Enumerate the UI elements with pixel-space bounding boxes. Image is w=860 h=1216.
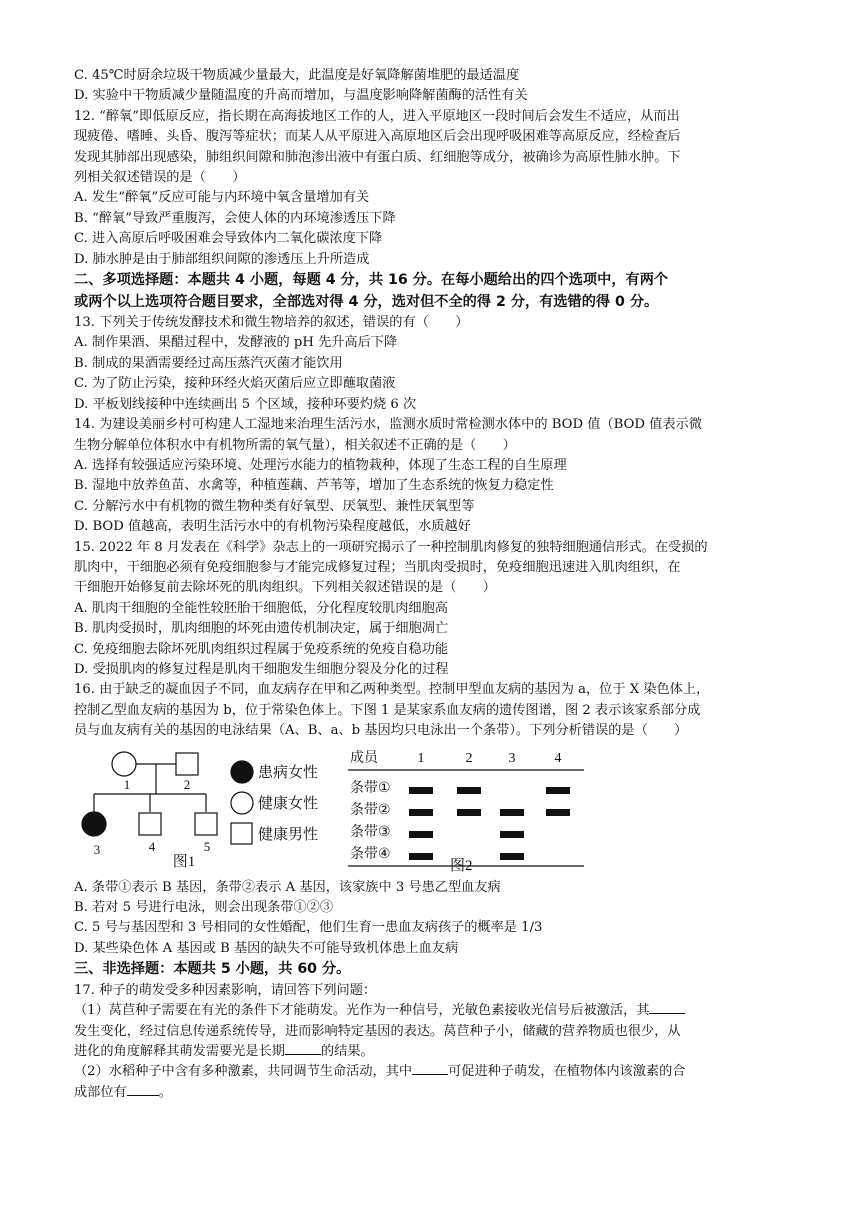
pedigree-figure bbox=[74, 748, 344, 874]
q16-option-b: B. 若对 5 号进行电泳，则会出现条带①②③ bbox=[74, 900, 334, 915]
gel-band bbox=[457, 787, 481, 794]
pedigree-number: 4 bbox=[148, 838, 156, 854]
q17-text: （2）水稻种子中含有多种激素，共同调节生命活动，其中 bbox=[74, 1064, 413, 1080]
pedigree-number: 2 bbox=[183, 776, 191, 792]
q13-stem: 13. 下列关于传统发酵技术和微生物培养的叙述，错误的有（ ） bbox=[74, 315, 469, 331]
q17-text: 进化的角度解释其萌发需要光是长期 bbox=[74, 1043, 285, 1059]
q12-stem-line: 12. “醉氧”即低原反应，指长期在高海拔地区工作的人，进入平原地区一段时间后会发生不适应，从而出 bbox=[74, 108, 680, 124]
q16-figures bbox=[74, 748, 790, 874]
pedigree-member-2-healthy-male bbox=[176, 753, 198, 775]
q14-stem-line: 14. 为建设美丽乡村可构建人工湿地来治理生活污水，监测水质时常检测水体中的 BOD 值（BOD 值表示微 bbox=[74, 417, 702, 433]
gel-band bbox=[500, 809, 524, 816]
gel-band bbox=[457, 809, 481, 816]
gel-band bbox=[500, 853, 524, 860]
q16-stem-line: 员与血友病有关的基因的电泳结果（A、B、a、b 基因均只电泳出一个条带）。下列分析错误的是（ ） bbox=[74, 723, 688, 739]
pedigree-number: 3 bbox=[93, 841, 101, 857]
q14-option-b: B. 湿地中放养鱼苗、水禽等，种植莲藕、芦苇等，增加了生态系统的恢复力稳定性 bbox=[74, 478, 554, 494]
member-label: 3 bbox=[508, 750, 516, 766]
section-3-heading: 三、非选择题：本题共 5 小题，共 60 分。 bbox=[74, 961, 351, 978]
legend-healthy-male-symbol bbox=[231, 823, 252, 844]
pedigree-member-5-healthy-male bbox=[195, 813, 217, 835]
band-label: 条带① bbox=[350, 779, 391, 796]
q12-stem-line: 现疲倦、嗜睡、头昏、腹泻等症状；而某人从平原进入高原地区后会出现呼吸困难等高原反应，经检查后 bbox=[74, 129, 681, 145]
gel-band bbox=[546, 787, 570, 794]
member-label: 4 bbox=[554, 750, 562, 766]
pedigree-member-4-healthy-male bbox=[139, 813, 161, 835]
section-2-heading: 或两个以上选项符合题目要求，全部选对得 4 分，选对但不全的得 2 分，有选错的得 0 分。 bbox=[74, 293, 659, 310]
q16-option-c: C. 5 号与基因型和 3 号相同的女性婚配，他们生育一患血友病孩子的概率是 1/3 bbox=[74, 920, 543, 936]
gel-band bbox=[409, 809, 433, 816]
q17-text: 。 bbox=[158, 1084, 172, 1100]
q17-text: 的结果。 bbox=[321, 1043, 374, 1059]
exam-page bbox=[74, 66, 790, 1103]
q15-option-d: D. 受损肌肉的修复过程是肌肉干细胞发生细胞分裂及分化的过程 bbox=[74, 661, 449, 677]
q14-option-d: D. BOD 值越高，表明生活污水中的有机物污染程度越低，水质越好 bbox=[74, 519, 471, 535]
q15-option-a: A. 肌肉干细胞的全能性较胚胎干细胞低，分化程度较肌肉细胞高 bbox=[74, 600, 448, 616]
q11-option-c: C. 45℃时厨余垃圾干物质减少量最大，此温度是好氧降解菌堆肥的最适温度 bbox=[74, 68, 520, 83]
gel-band bbox=[546, 809, 570, 816]
answer-blank[interactable] bbox=[127, 1095, 159, 1096]
pedigree-member-3-affected-female bbox=[82, 812, 106, 836]
q12-option-d: D. 肺水肿是由于肺部组织间隙的渗透压上升所造成 bbox=[74, 251, 370, 267]
q17-part-2-line bbox=[74, 1062, 790, 1082]
q17-part-2-line bbox=[74, 1083, 790, 1103]
legend-healthy-male-label: 健康男性 bbox=[258, 824, 319, 843]
q17-text: （1）莴苣种子需要在有光的条件下才能萌发。光作为一种信号，光敏色素接收光信号后被激活，其 bbox=[74, 1003, 650, 1019]
answer-blank[interactable] bbox=[285, 1054, 321, 1055]
legend-healthy-female-symbol bbox=[231, 792, 253, 814]
q15-stem-line: 15. 2022 年 8 月发表在《科学》杂志上的一项研究揭示了一种控制肌肉修复的独特细胞通信形式。在受损的 bbox=[74, 539, 708, 555]
gel-band bbox=[409, 853, 433, 860]
legend-affected-female-symbol bbox=[231, 761, 253, 783]
q13-option-c: C. 为了防止污染，接种环经火焰灭菌后应立即蘸取菌液 bbox=[74, 376, 396, 392]
q12-option-b: B. “醉氧”导致严重腹泻，会使人体的内环境渗透压下降 bbox=[74, 210, 396, 226]
member-label: 2 bbox=[465, 750, 473, 766]
q13-option-b: B. 制成的果酒需要经过高压蒸汽灭菌才能饮用 bbox=[74, 355, 343, 371]
q16-stem-line: 16. 由于缺乏的凝血因子不同，血友病存在甲和乙两种类型。控制甲型血友病的基因为 a，位于 X 染色体上， bbox=[74, 682, 710, 698]
q15-stem-line: 干细胞开始修复前去除坏死的肌肉组织。下列相关叙述错误的是（ ） bbox=[74, 580, 496, 596]
q17-part-1-line: 发生变化，经过信息传递系统传导，进而影响特定基因的表达。莴苣种子小，储藏的营养物质也很少，从 bbox=[74, 1023, 681, 1039]
q15-option-b: B. 肌肉受损时，肌肉细胞的坏死由遗传机制决定，属于细胞凋亡 bbox=[74, 621, 449, 637]
legend-healthy-female-label: 健康女性 bbox=[258, 793, 319, 812]
pedigree-number: 1 bbox=[123, 776, 131, 792]
q16-stem-line: 控制乙型血友病的基因为 b，位于常染色体上。下图 1 是某家系血友病的遗传图谱，图 2 表示该家系部分成 bbox=[74, 702, 701, 718]
q17-part-1-line bbox=[74, 1001, 790, 1021]
q12-option-c: C. 进入高原后呼吸困难会导致体内二氧化碳浓度下降 bbox=[74, 231, 383, 247]
q16-option-a: A. 条带①表示 B 基因，条带②表示 A 基因，该家族中 3 号患乙型血友病 bbox=[74, 879, 501, 895]
q17-text: 可促进种子萌发，在植物体内该激素的合 bbox=[448, 1064, 686, 1080]
gel-band bbox=[409, 787, 433, 794]
q12-stem-line: 列相关叙述错误的是（ ） bbox=[74, 170, 246, 186]
gel-band bbox=[500, 831, 524, 838]
pedigree-member-1-healthy-female bbox=[112, 752, 136, 776]
q16-option-d: D. 某些染色体 A 基因或 B 基因的缺失不可能导致机体患上血友病 bbox=[74, 940, 459, 956]
q13-option-d: D. 平板划线接种中连续画出 5 个区域，接种环要灼烧 6 次 bbox=[74, 396, 417, 412]
q12-stem-line: 发现其肺部出现感染，肺组织间隙和肺泡渗出液中有蛋白质、红细胞等成分，被确诊为高原性肺水肿。下 bbox=[74, 149, 681, 165]
q11-option-d: D. 实验中干物质减少量随温度的升高而增加，与温度影响降解菌酶的活性有关 bbox=[74, 88, 528, 104]
q14-option-c: C. 分解污水中有机物的微生物种类有好氧型、厌氧型、兼性厌氧型等 bbox=[74, 498, 475, 514]
answer-blank[interactable] bbox=[412, 1074, 448, 1075]
q12-option-a: A. 发生“醉氧”反应可能与内环境中氧含量增加有关 bbox=[74, 190, 370, 206]
q15-option-c: C. 免疫细胞去除坏死肌肉组织过程属于免疫系统的免疫自稳功能 bbox=[74, 641, 449, 657]
q14-option-a: A. 选择有较强适应污染环境、处理污水能力的植物栽种，体现了生态工程的自生原理 bbox=[74, 457, 567, 473]
answer-blank[interactable] bbox=[649, 1013, 685, 1014]
figure-2-caption: 图2 bbox=[450, 857, 473, 874]
figure-1-caption: 图1 bbox=[172, 853, 196, 870]
gel-header: 成员 bbox=[350, 749, 378, 766]
q17-text: 成部位有 bbox=[74, 1084, 127, 1100]
q15-stem-line: 肌肉中，干细胞必须有免疫细胞参与才能完成修复过程；当肌肉受损时，免疫细胞迅速进入肌肉组织，在 bbox=[74, 559, 681, 575]
q13-option-a: A. 制作果酒、果醋过程中，发酵液的 pH 先升高后下降 bbox=[74, 335, 398, 351]
member-label: 1 bbox=[417, 750, 425, 766]
q14-stem-line: 生物分解单位体积水中有机物所需的氧气量），相关叙述不正确的是（ ） bbox=[74, 437, 516, 453]
band-label: 条带④ bbox=[350, 845, 391, 862]
section-2-heading: 二、多项选择题：本题共 4 小题，每题 4 分，共 16 分。在每小题给出的四个选项中，有两个 bbox=[74, 272, 669, 289]
q17-part-1-line bbox=[74, 1042, 790, 1062]
band-label: 条带③ bbox=[350, 823, 391, 840]
gel-band bbox=[409, 831, 433, 838]
legend-affected-female-label: 患病女性 bbox=[258, 762, 319, 781]
pedigree-number: 5 bbox=[203, 838, 211, 854]
q17-stem: 17. 种子的萌发受多种因素影响，请回答下列问题： bbox=[74, 982, 377, 998]
band-label: 条带② bbox=[350, 801, 391, 818]
